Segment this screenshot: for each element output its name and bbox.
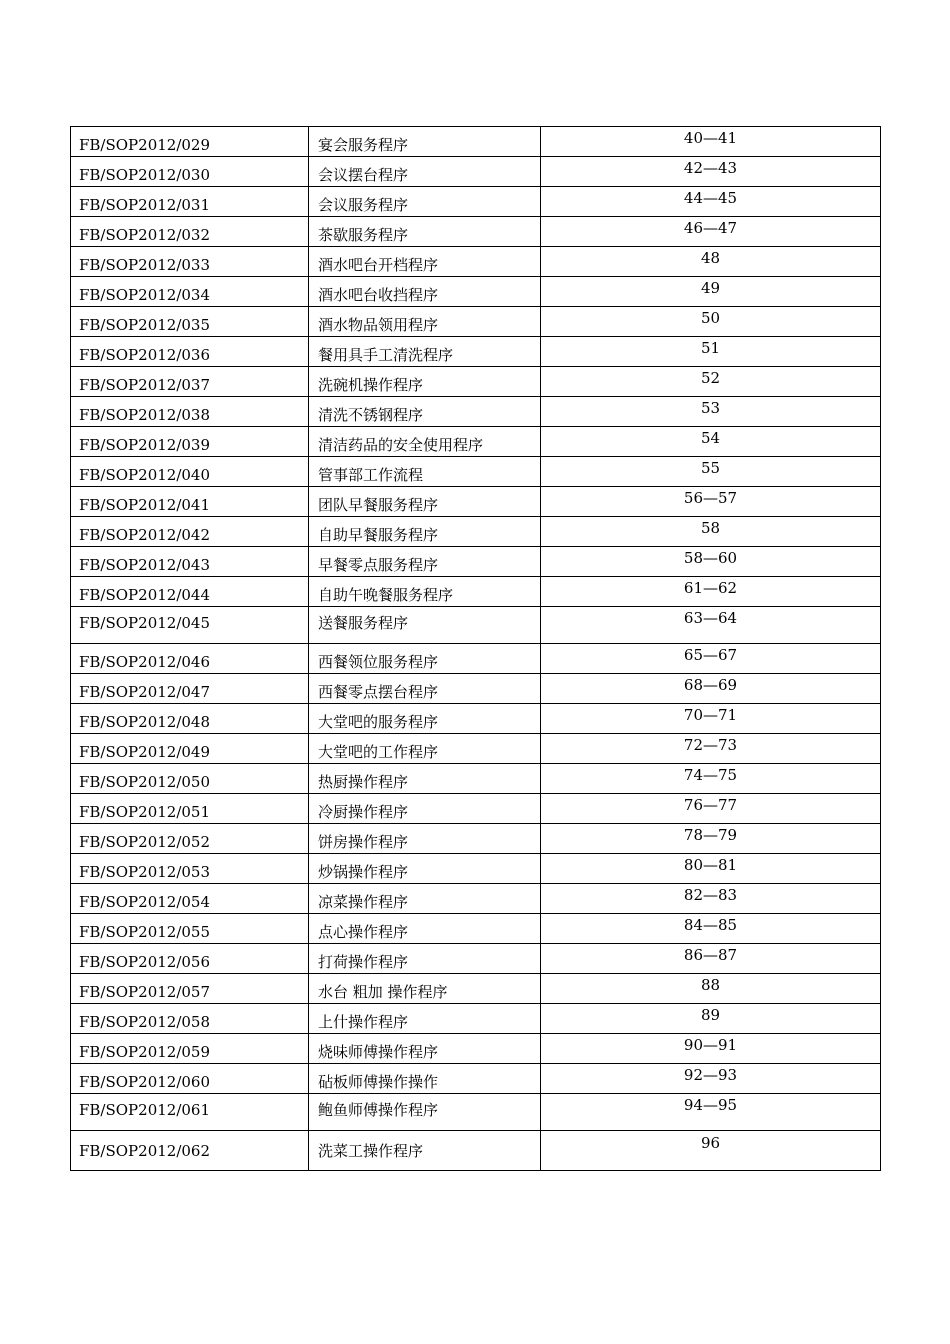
page-range-cell: 56—57 <box>541 487 881 517</box>
procedure-title-cell: 会议服务程序 <box>309 187 541 217</box>
table-row <box>71 397 881 427</box>
procedure-title-cell: 西餐领位服务程序 <box>309 644 541 674</box>
page-range-cell: 40—41 <box>541 127 881 157</box>
document-code-cell: FB/SOP2012/055 <box>71 914 309 944</box>
page-range-cell: 76—77 <box>541 794 881 824</box>
procedure-title-cell: 酒水物品领用程序 <box>309 307 541 337</box>
page-range-cell: 84—85 <box>541 914 881 944</box>
procedure-title-cell: 凉菜操作程序 <box>309 884 541 914</box>
table-row <box>71 547 881 577</box>
page-range-cell: 68—69 <box>541 674 881 704</box>
table-row <box>71 157 881 187</box>
procedure-title-cell: 管事部工作流程 <box>309 457 541 487</box>
page-range-cell: 89 <box>541 1004 881 1034</box>
procedure-title-cell: 酒水吧台开档程序 <box>309 247 541 277</box>
procedure-title-cell: 早餐零点服务程序 <box>309 547 541 577</box>
page-range-cell: 70—71 <box>541 704 881 734</box>
table-row <box>71 607 881 644</box>
document-code-cell: FB/SOP2012/043 <box>71 547 309 577</box>
page-range-cell: 42—43 <box>541 157 881 187</box>
document-code-cell: FB/SOP2012/058 <box>71 1004 309 1034</box>
page-range-cell: 44—45 <box>541 187 881 217</box>
document-code-cell: FB/SOP2012/048 <box>71 704 309 734</box>
table-row <box>71 127 881 157</box>
document-code-cell: FB/SOP2012/029 <box>71 127 309 157</box>
table-row <box>71 307 881 337</box>
document-code-cell: FB/SOP2012/033 <box>71 247 309 277</box>
procedure-title-cell: 点心操作程序 <box>309 914 541 944</box>
procedure-title-cell: 清洗不锈钢程序 <box>309 397 541 427</box>
page-range-cell: 90—91 <box>541 1034 881 1064</box>
document-code-cell: FB/SOP2012/047 <box>71 674 309 704</box>
document-code-cell: FB/SOP2012/060 <box>71 1064 309 1094</box>
procedure-title-cell: 自助午晚餐服务程序 <box>309 577 541 607</box>
table-row <box>71 794 881 824</box>
table-row <box>71 734 881 764</box>
document-code-cell: FB/SOP2012/032 <box>71 217 309 247</box>
page-range-cell: 49 <box>541 277 881 307</box>
table-row <box>71 944 881 974</box>
page-range-cell: 58—60 <box>541 547 881 577</box>
document-code-cell: FB/SOP2012/051 <box>71 794 309 824</box>
table-row <box>71 337 881 367</box>
document-code-cell: FB/SOP2012/052 <box>71 824 309 854</box>
procedure-title-cell: 打荷操作程序 <box>309 944 541 974</box>
procedure-title-cell: 大堂吧的工作程序 <box>309 734 541 764</box>
procedure-title-cell: 洗菜工操作程序 <box>309 1131 541 1171</box>
procedure-title-cell: 烧味师傅操作程序 <box>309 1034 541 1064</box>
table-row <box>71 704 881 734</box>
page-range-cell: 55 <box>541 457 881 487</box>
page-range-cell: 46—47 <box>541 217 881 247</box>
document-code-cell: FB/SOP2012/045 <box>71 607 309 644</box>
procedure-title-cell: 茶歇服务程序 <box>309 217 541 247</box>
table-row <box>71 674 881 704</box>
page-range-cell: 54 <box>541 427 881 457</box>
page-range-cell: 94—95 <box>541 1094 881 1131</box>
document-code-cell: FB/SOP2012/041 <box>71 487 309 517</box>
table-row <box>71 487 881 517</box>
page-range-cell: 88 <box>541 974 881 1004</box>
page-range-cell: 80—81 <box>541 854 881 884</box>
document-code-cell: FB/SOP2012/037 <box>71 367 309 397</box>
page-range-cell: 72—73 <box>541 734 881 764</box>
document-code-cell: FB/SOP2012/042 <box>71 517 309 547</box>
table-row <box>71 367 881 397</box>
document-code-cell: FB/SOP2012/031 <box>71 187 309 217</box>
document-code-cell: FB/SOP2012/061 <box>71 1094 309 1131</box>
table-row <box>71 1094 881 1131</box>
table-row <box>71 247 881 277</box>
procedure-title-cell: 西餐零点摆台程序 <box>309 674 541 704</box>
table-row <box>71 1034 881 1064</box>
procedure-title-cell: 清洁药品的安全使用程序 <box>309 427 541 457</box>
procedure-title-cell: 酒水吧台收挡程序 <box>309 277 541 307</box>
page-range-cell: 65—67 <box>541 644 881 674</box>
document-code-cell: FB/SOP2012/062 <box>71 1131 309 1171</box>
procedure-title-cell: 会议摆台程序 <box>309 157 541 187</box>
procedure-title-cell: 送餐服务程序 <box>309 607 541 644</box>
page-range-cell: 52 <box>541 367 881 397</box>
procedure-title-cell: 冷厨操作程序 <box>309 794 541 824</box>
page-range-cell: 82—83 <box>541 884 881 914</box>
document-code-cell: FB/SOP2012/059 <box>71 1034 309 1064</box>
table-row <box>71 974 881 1004</box>
procedure-title-cell: 热厨操作程序 <box>309 764 541 794</box>
document-code-cell: FB/SOP2012/049 <box>71 734 309 764</box>
toc-table <box>70 126 881 1171</box>
toc-body <box>71 127 881 1171</box>
table-row <box>71 457 881 487</box>
table-row <box>71 577 881 607</box>
document-code-cell: FB/SOP2012/038 <box>71 397 309 427</box>
procedure-title-cell: 炒锅操作程序 <box>309 854 541 884</box>
page-range-cell: 61—62 <box>541 577 881 607</box>
procedure-title-cell: 宴会服务程序 <box>309 127 541 157</box>
document-code-cell: FB/SOP2012/057 <box>71 974 309 1004</box>
procedure-title-cell: 饼房操作程序 <box>309 824 541 854</box>
table-row <box>71 1064 881 1094</box>
page-range-cell: 63—64 <box>541 607 881 644</box>
procedure-title-cell: 大堂吧的服务程序 <box>309 704 541 734</box>
table-row <box>71 517 881 547</box>
procedure-title-cell: 洗碗机操作程序 <box>309 367 541 397</box>
document-code-cell: FB/SOP2012/053 <box>71 854 309 884</box>
table-row <box>71 1131 881 1171</box>
table-row <box>71 764 881 794</box>
table-row <box>71 1004 881 1034</box>
document-code-cell: FB/SOP2012/054 <box>71 884 309 914</box>
procedure-title-cell: 鲍鱼师傅操作程序 <box>309 1094 541 1131</box>
page-range-cell: 53 <box>541 397 881 427</box>
document-code-cell: FB/SOP2012/040 <box>71 457 309 487</box>
page-range-cell: 86—87 <box>541 944 881 974</box>
page-range-cell: 92—93 <box>541 1064 881 1094</box>
procedure-title-cell: 水台 粗加 操作程序 <box>309 974 541 1004</box>
document-code-cell: FB/SOP2012/050 <box>71 764 309 794</box>
document-code-cell: FB/SOP2012/046 <box>71 644 309 674</box>
table-row <box>71 187 881 217</box>
page-range-cell: 58 <box>541 517 881 547</box>
document-code-cell: FB/SOP2012/036 <box>71 337 309 367</box>
table-row <box>71 884 881 914</box>
table-row <box>71 644 881 674</box>
table-row <box>71 427 881 457</box>
page-range-cell: 96 <box>541 1131 881 1171</box>
table-row <box>71 914 881 944</box>
document-code-cell: FB/SOP2012/035 <box>71 307 309 337</box>
page-range-cell: 51 <box>541 337 881 367</box>
procedure-title-cell: 上什操作程序 <box>309 1004 541 1034</box>
table-row <box>71 824 881 854</box>
procedure-title-cell: 自助早餐服务程序 <box>309 517 541 547</box>
document-code-cell: FB/SOP2012/030 <box>71 157 309 187</box>
page-range-cell: 50 <box>541 307 881 337</box>
procedure-title-cell: 团队早餐服务程序 <box>309 487 541 517</box>
procedure-title-cell: 餐用具手工清洗程序 <box>309 337 541 367</box>
table-row <box>71 217 881 247</box>
table-row <box>71 277 881 307</box>
document-code-cell: FB/SOP2012/039 <box>71 427 309 457</box>
page-range-cell: 78—79 <box>541 824 881 854</box>
document-code-cell: FB/SOP2012/056 <box>71 944 309 974</box>
page-range-cell: 74—75 <box>541 764 881 794</box>
document-code-cell: FB/SOP2012/034 <box>71 277 309 307</box>
page-range-cell: 48 <box>541 247 881 277</box>
procedure-title-cell: 砧板师傅操作操作 <box>309 1064 541 1094</box>
table-row <box>71 854 881 884</box>
document-code-cell: FB/SOP2012/044 <box>71 577 309 607</box>
